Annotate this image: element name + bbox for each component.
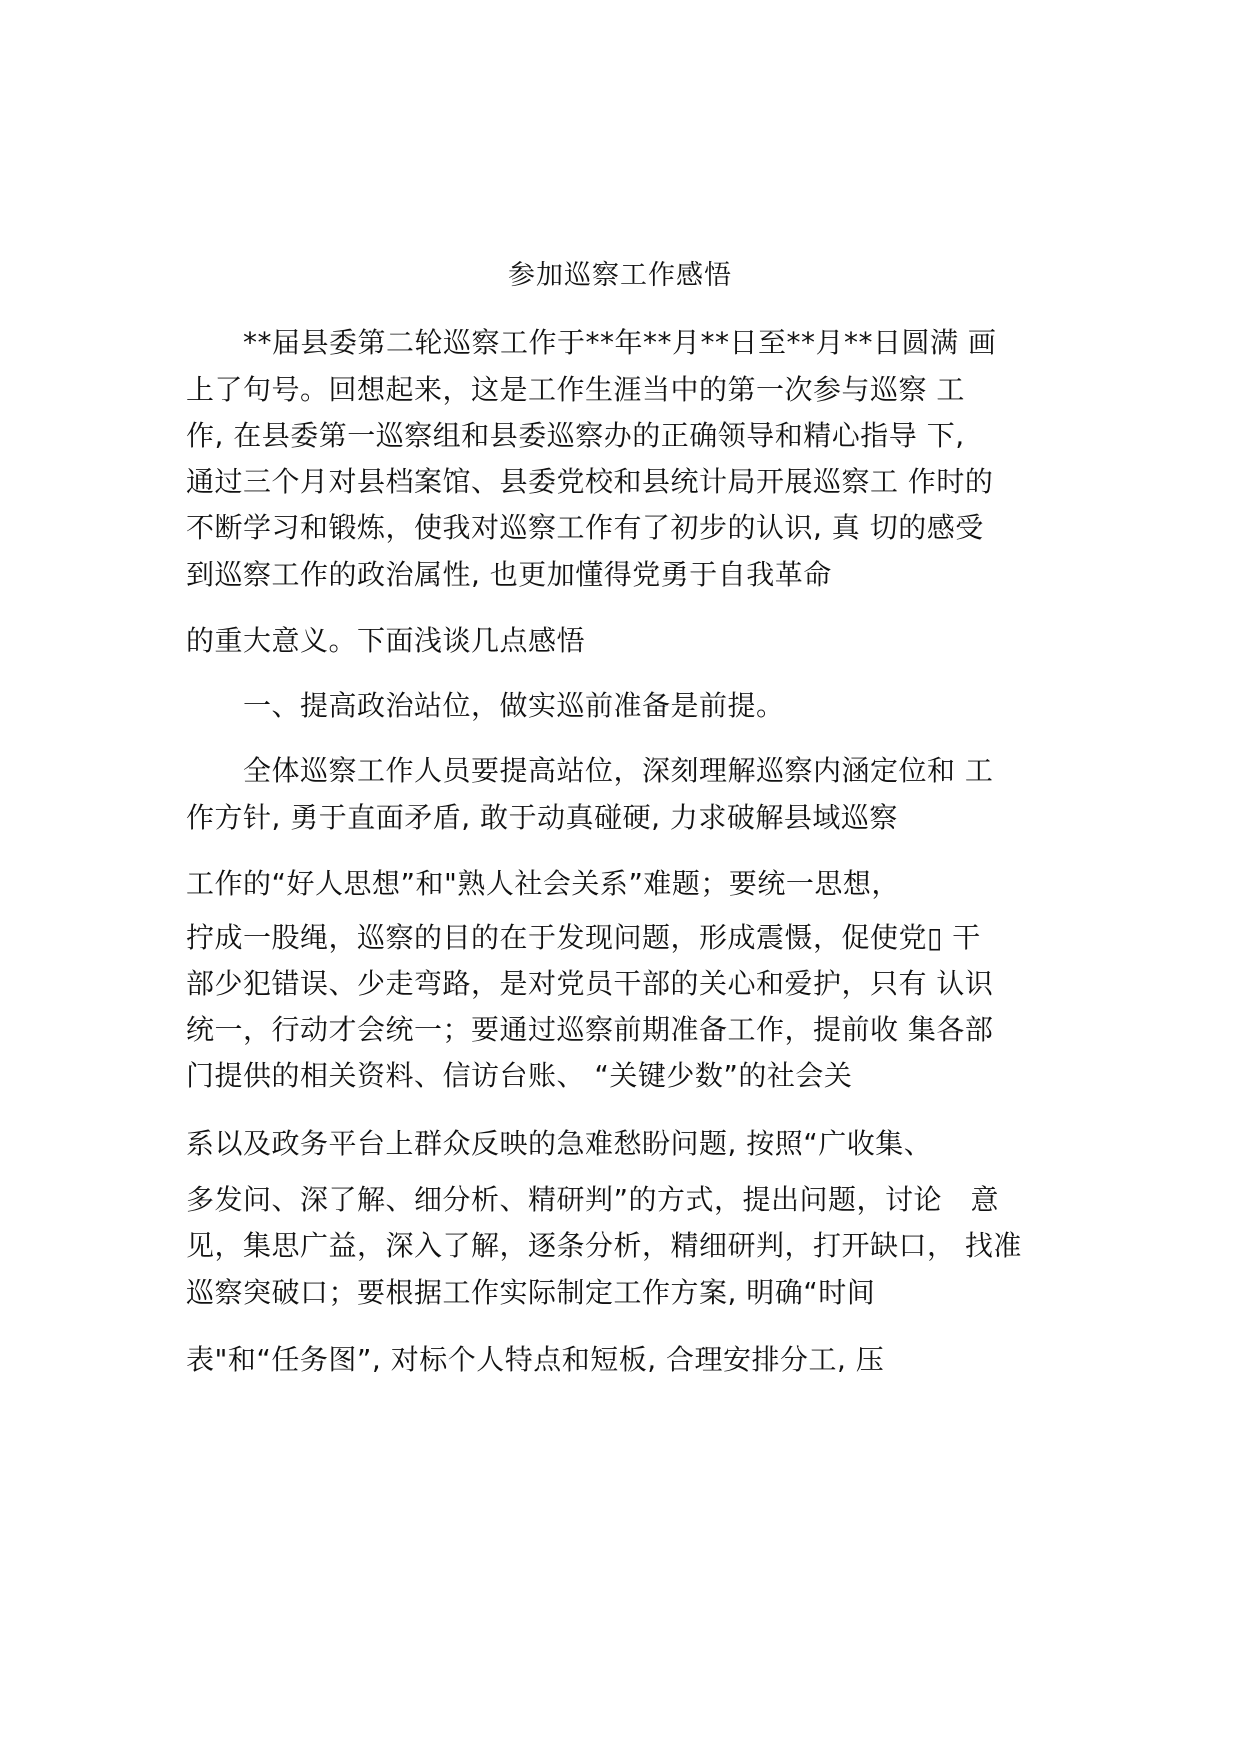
paragraph-line: 多发问、深了解、细分析、精研判”的方式，提出问题，讨论 意 <box>186 1183 1000 1216</box>
paragraph-line: 巡察突破口；要根据工作实际制定工作方案, 明确“时间 <box>186 1276 876 1309</box>
paragraph-line: 见，集思广益，深入了解，逐条分析，精细研判，打开缺口， 找准 <box>186 1229 1022 1262</box>
document-title: 参加巡察工作感悟 <box>508 260 732 291</box>
paragraph-line: 不断学习和锻炼，使我对巡察工作有了初步的认识, 真 切的感受 <box>186 511 984 544</box>
paragraph-line: 部少犯错误、少走弯路，是对党员干部的关心和爱护，只有 认识 <box>186 967 994 1000</box>
paragraph-line: 作方针, 勇于直面矛盾, 敢于动真碰硬, 力求破解县域巡察 <box>186 801 898 834</box>
paragraph-line: 统一，行动才会统一；要通过巡察前期准备工作，提前收 集各部 <box>186 1013 994 1046</box>
paragraph-line: 工作的“好人思想”和"熟人社会关系”难题；要统一思想， <box>186 867 900 900</box>
paragraph-line: 门提供的相关资料、信访台账、 “关键少数”的社会关 <box>186 1059 853 1092</box>
paragraph-line: 作, 在县委第一巡察组和县委巡察办的正确领导和精心指导 下, <box>186 419 965 452</box>
paragraph-line: 上了句号。回想起来，这是工作生涯当中的第一次参与巡察 工 <box>186 373 965 406</box>
paragraph-line: 通过三个月对县档案馆、县委党校和县统计局开展巡察工 作时的 <box>186 465 994 498</box>
paragraph-line: 到巡察工作的政治属性, 也更加懂得党勇于自我革命 <box>186 558 832 591</box>
paragraph-line: 的重大意义。下面浅谈几点感悟 <box>186 624 586 657</box>
section-heading: 一、提高政治站位，做实巡前准备是前提。 <box>186 689 785 722</box>
paragraph-line: 表"和“任务图”, 对标个人特点和短板, 合理安排分工, 压 <box>186 1343 885 1376</box>
paragraph-line: **届县委第二轮巡察工作于**年**月**日至**月**日圆满 画 <box>186 326 997 359</box>
paragraph-line: 系以及政务平台上群众反映的急难愁盼问题, 按照“广收集、 <box>186 1127 933 1160</box>
paragraph-line: 拧成一股绳，巡察的目的在于发现问题，形成震慑，促使党▯ 干 <box>186 921 981 954</box>
paragraph-line: 全体巡察工作人员要提高站位，深刻理解巡察内涵定位和 工 <box>186 754 994 787</box>
